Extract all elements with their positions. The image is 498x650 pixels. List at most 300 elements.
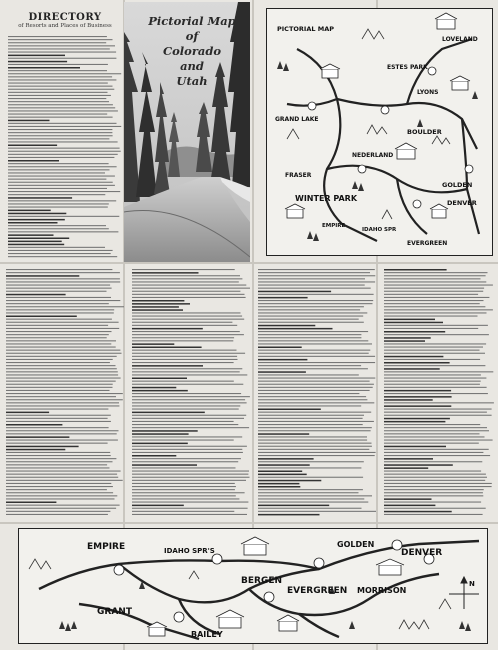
fine-print-line: [8, 52, 116, 53]
fine-print-line: [384, 505, 435, 507]
fine-print-line: [6, 449, 65, 451]
fine-print-line: [384, 365, 485, 366]
fine-print-line: [258, 480, 321, 482]
fine-print-line: [258, 430, 371, 431]
fine-print-line: [258, 436, 367, 437]
fine-print-line: [132, 505, 184, 507]
cover-title-line: of: [185, 29, 199, 43]
fine-print-line: [8, 145, 57, 147]
fine-print-line: [258, 319, 359, 320]
fine-print-line: [8, 151, 121, 152]
fine-print-line: [132, 343, 174, 345]
fine-print-line: [6, 409, 108, 410]
fine-print-line: [132, 325, 237, 326]
fine-print-line: [258, 312, 367, 313]
fine-print-line: [8, 126, 121, 127]
fine-print-line: [8, 176, 115, 177]
fine-print-line: [6, 495, 117, 496]
fine-print-line: [132, 378, 187, 380]
fine-print-line: [384, 427, 487, 428]
fine-print-line: [6, 480, 123, 481]
fine-print-line: [6, 316, 77, 318]
fine-print-line: [132, 306, 179, 308]
fine-print-line: [6, 291, 107, 292]
fine-print-line: [6, 446, 79, 448]
fine-print-line: [6, 461, 113, 462]
fine-print-line: [6, 275, 79, 277]
fine-print-line: [384, 294, 478, 295]
fine-print-line: [258, 347, 302, 349]
fine-print-line: [384, 514, 483, 515]
fine-print-line: [384, 405, 451, 407]
fine-print-line: [132, 433, 189, 435]
fine-print-line: [6, 387, 113, 388]
fine-print-line: [6, 390, 110, 391]
fine-print-line: [132, 359, 238, 360]
fine-print-line: [132, 449, 242, 450]
place-label-empire: EMPIRE: [322, 223, 346, 229]
fine-print-line: [8, 169, 110, 170]
fine-print-line: [132, 402, 247, 403]
fine-print-line: [258, 303, 373, 304]
fine-print-line: [258, 464, 310, 466]
fine-print-line: [258, 340, 368, 341]
fine-print-line: [384, 353, 485, 354]
fine-print-line: [6, 303, 109, 304]
fine-print-line: [384, 350, 480, 351]
fine-print-line: [8, 104, 113, 105]
fine-print-line: [8, 256, 117, 257]
fine-print-line: [258, 492, 359, 493]
fine-print-line: [8, 191, 120, 192]
fine-print-line: [6, 464, 107, 465]
place-label-grand-lake: GRAND LAKE: [275, 116, 319, 123]
fine-print-line: [8, 200, 116, 201]
fine-print-line: [384, 449, 489, 450]
fine-print-line: [8, 110, 118, 111]
fine-print-line: [6, 492, 113, 493]
place-label-evergreen: EVERGREEN: [287, 586, 348, 596]
fine-print-line: [6, 427, 109, 428]
place-label-fraser: FRASER: [285, 172, 312, 179]
fine-print-line: [384, 433, 480, 434]
fine-print-line: [8, 203, 109, 204]
fine-print-line: [132, 421, 234, 422]
fine-print-line: [8, 179, 106, 180]
fine-print-line: [8, 73, 121, 74]
fine-print-line: [6, 353, 122, 354]
fine-print-line: [258, 362, 375, 363]
fine-print-line: [8, 48, 110, 49]
fine-print-line: [8, 182, 113, 183]
fine-print-line: [258, 495, 372, 496]
fine-print-line: [8, 225, 106, 226]
directory-title: DIRECTORY: [28, 12, 102, 23]
fine-print-line: [8, 160, 59, 162]
fine-print-line: [6, 378, 121, 379]
place-label-lyons: LYONS: [417, 89, 439, 96]
fine-print-line: [132, 489, 235, 490]
fine-print-line: [8, 141, 118, 142]
fine-print-line: [132, 452, 243, 453]
fine-print-line: [8, 213, 66, 215]
fine-print-line: [384, 446, 446, 448]
fine-print-line: [384, 281, 486, 282]
fine-print-line: [132, 477, 250, 478]
fine-print-line: [384, 331, 445, 333]
fine-print-line: [8, 148, 120, 149]
fine-print-line: [384, 421, 445, 423]
fine-print-line: [258, 316, 363, 317]
place-label-golden: GOLDEN: [442, 181, 473, 189]
fine-print-line: [8, 185, 115, 186]
fine-print-line: [132, 272, 199, 274]
fine-print-line: [258, 446, 372, 447]
directory-panel: [8, 6, 122, 258]
fine-print-line: [8, 247, 105, 248]
fine-print-line: [6, 328, 119, 329]
fine-print-line: [258, 374, 359, 375]
cover-title-line: Utah: [176, 74, 208, 88]
fine-print-line: [6, 430, 119, 431]
fine-print-line: [8, 76, 112, 77]
fine-print-line: [258, 306, 364, 307]
fine-print-line: [258, 300, 373, 301]
fine-print-line: [258, 365, 361, 366]
fine-print-line: [8, 188, 107, 189]
fine-print-line: [258, 471, 302, 473]
fine-print-line: [8, 157, 114, 158]
fine-print-line: [6, 294, 66, 296]
fine-print-line: [6, 399, 123, 400]
fine-print-line: [384, 418, 450, 420]
fine-print-line: [6, 309, 114, 310]
pictorial-map-strip: [19, 529, 487, 643]
fine-print-line: [6, 421, 111, 422]
fine-print-line: [384, 309, 493, 310]
place-label-bailey: BAILEY: [191, 630, 223, 639]
fine-print-line: [8, 61, 67, 63]
fine-print-line: [6, 452, 110, 453]
fine-print-line: [8, 123, 117, 124]
fine-print-line: [258, 309, 360, 310]
fine-print-line: [6, 471, 121, 472]
fine-print-line: [384, 381, 481, 382]
fine-print-line: [132, 409, 239, 410]
fine-print-line: [6, 347, 116, 348]
fine-print-line: [258, 291, 331, 293]
fine-print-line: [258, 458, 314, 460]
directory-subtitle: of Resorts and Places of Business: [18, 23, 112, 29]
fine-print-line: [8, 253, 111, 254]
fine-print-line: [384, 312, 487, 313]
fine-print-line: [258, 381, 370, 382]
fine-print-line: [132, 337, 234, 338]
fine-print-line: [6, 415, 111, 416]
directory-text-block: [8, 33, 122, 259]
fine-print-line: [258, 368, 368, 369]
fine-print-line: [384, 374, 481, 375]
fine-print-line: [258, 285, 365, 286]
place-label-idaho-springs: IDAHO SPR: [362, 227, 397, 233]
fine-print-line: [132, 319, 244, 320]
fine-print-line: [6, 300, 120, 301]
fine-print-line: [8, 64, 108, 65]
fine-print-line: [6, 319, 112, 320]
fine-print-line: [132, 498, 239, 499]
fine-print-line: [6, 405, 119, 406]
place-label-nederland: NEDERLAND: [352, 152, 394, 159]
pictorial-map-illustration: [267, 9, 492, 255]
fine-print-line: [6, 474, 117, 475]
fine-print-line: [6, 424, 62, 426]
fine-print-line: [384, 300, 484, 301]
fine-print-line: [132, 294, 245, 295]
fine-print-line: [132, 467, 236, 468]
fine-print-line: [8, 132, 112, 133]
fine-print-line: [8, 89, 114, 90]
fine-print-line: [132, 278, 242, 279]
fine-print-line: [384, 502, 481, 503]
fine-print-line: [384, 464, 453, 466]
fine-print-line: [258, 467, 361, 468]
place-label-denver: DENVER: [401, 548, 443, 558]
fine-print-line: [258, 278, 365, 279]
fine-print-line: [384, 461, 482, 462]
fine-print-line: [132, 436, 242, 437]
fine-print-line: [6, 269, 112, 270]
fine-print-line: [258, 331, 368, 332]
fine-print-line: [6, 511, 110, 512]
fine-print-line: [384, 458, 433, 460]
fine-print-line: [258, 393, 359, 394]
fine-print-line: [6, 486, 113, 487]
fine-print-line: [8, 244, 64, 246]
fine-print-line: [384, 467, 428, 469]
fine-print-line: [8, 83, 108, 84]
fine-print-line: [384, 508, 486, 509]
fine-print-line: [8, 154, 118, 155]
fine-print-line: [258, 461, 364, 462]
fine-print-line: [8, 58, 116, 59]
fine-print-line: [384, 492, 483, 493]
fine-print-line: [384, 486, 492, 487]
fine-print-line: [384, 399, 433, 401]
fine-print-line: [258, 337, 361, 338]
fine-print-line: [8, 241, 62, 243]
fine-print-line: [384, 347, 483, 348]
fine-print-line: [6, 393, 123, 394]
fine-print-line: [384, 440, 493, 441]
fine-print-line: [384, 412, 487, 413]
fine-print-line: [384, 278, 481, 279]
fine-print-line: [6, 514, 108, 515]
fine-print-line: [6, 440, 118, 441]
fine-print-line: [8, 39, 113, 40]
fine-print-line: [132, 381, 234, 382]
fine-print-line: [258, 498, 364, 499]
place-label-grant: GRANT: [97, 607, 132, 617]
place-label-denver: DENVER: [447, 199, 477, 207]
fine-print-line: [384, 471, 481, 472]
fine-print-line: [258, 294, 374, 295]
fine-print-line: [6, 337, 107, 338]
fine-print-line: [384, 322, 443, 324]
fine-print-line: [8, 67, 80, 69]
fine-print-line: [384, 291, 483, 292]
fine-print-line: [258, 353, 369, 354]
fine-print-line: [384, 285, 493, 286]
fine-print-line: [8, 70, 107, 71]
place-label-winter-park: WINTER PARK: [295, 194, 358, 203]
fine-print-line: [258, 421, 374, 422]
cover-title: [142, 14, 242, 89]
fine-print-line: [258, 412, 371, 413]
fold-line: [0, 522, 498, 524]
fine-print-line: [132, 508, 248, 509]
fine-print-line: [6, 285, 110, 286]
fine-print-line: [258, 440, 367, 441]
fine-print-line: [8, 36, 107, 37]
fine-print-line: [258, 443, 372, 444]
fine-print-line: [384, 390, 451, 392]
fine-print-line: [132, 390, 188, 392]
fine-print-line: [132, 309, 183, 311]
place-label-evergreen: EVERGREEN: [407, 240, 448, 247]
fine-print-line: [6, 297, 111, 298]
fine-print-line: [8, 107, 115, 108]
fine-print-line: [8, 98, 106, 99]
fine-print-line: [8, 163, 109, 164]
fine-print-line: [132, 418, 244, 419]
fine-print-line: [6, 489, 107, 490]
fine-print-line: [8, 138, 109, 139]
fine-print-line: [384, 362, 450, 364]
fine-print-line: [384, 483, 492, 484]
fine-print-line: [6, 443, 108, 444]
fine-print-line: [8, 231, 118, 232]
fine-print-line: [6, 288, 112, 289]
fine-print-line: [132, 331, 240, 332]
fine-print-line: [384, 396, 452, 398]
fine-print-line: [8, 95, 111, 96]
fine-print-line: [384, 474, 486, 475]
fine-print-line: [132, 374, 247, 375]
fine-print-line: [384, 424, 480, 425]
fine-print-line: [384, 455, 490, 456]
fine-print-line: [8, 120, 50, 122]
fine-print-line: [132, 353, 245, 354]
fine-print-line: [132, 495, 236, 496]
fine-print-line: [258, 477, 363, 478]
fine-print-line: [132, 446, 247, 447]
fine-print-line: [8, 101, 109, 102]
fine-print-line: [132, 492, 245, 493]
fine-print-line: [384, 415, 492, 416]
fine-print-line: [258, 514, 320, 516]
fine-print-line: [132, 483, 235, 484]
fine-print-line: [384, 275, 486, 276]
fine-print-line: [384, 334, 489, 335]
fine-print-line: [258, 356, 375, 357]
fine-print-line: [8, 238, 69, 240]
fine-print-line: [258, 489, 363, 490]
fine-print-line: [132, 303, 190, 305]
fine-print-line: [384, 316, 478, 317]
fine-print-line: [6, 356, 117, 357]
fine-print-line: [8, 129, 112, 130]
fine-print-line: [258, 387, 373, 388]
fine-print-line: [132, 474, 248, 475]
fine-print-line: [6, 498, 115, 499]
fine-print-line: [132, 511, 234, 512]
fine-print-line: [384, 340, 425, 342]
fine-print-line: [132, 393, 241, 394]
fine-print-line: [132, 269, 235, 270]
fine-print-line: [384, 477, 487, 478]
fine-print-line: [258, 269, 375, 270]
fine-print-line: [6, 362, 110, 363]
fine-print-line: [132, 365, 203, 367]
fine-print-line: [258, 415, 364, 416]
fine-print-line: [132, 334, 244, 335]
fine-print-line: [132, 281, 239, 282]
fine-print-line: [258, 399, 367, 400]
fine-print-line: [132, 297, 246, 298]
fine-print-line: [8, 92, 108, 93]
fine-print-line: [384, 288, 484, 289]
fine-print-line: [8, 55, 65, 57]
fine-print-line: [384, 402, 494, 403]
fine-print-line: [258, 343, 372, 344]
directory-column-1: [6, 266, 124, 518]
fine-print-line: [6, 433, 117, 434]
fine-print-line: [258, 359, 307, 361]
fine-print-line: [132, 440, 234, 441]
fine-print-line: [384, 343, 486, 344]
fine-print-line: [132, 427, 249, 428]
fine-print-line: [258, 350, 370, 351]
fine-print-line: [258, 322, 364, 323]
fine-print-line: [6, 325, 108, 326]
fine-print-line: [258, 508, 362, 509]
fine-print-line: [132, 514, 247, 515]
fine-print-line: [6, 455, 111, 456]
fine-print-line: [258, 433, 309, 435]
fine-print-line: [258, 384, 374, 385]
fine-print-line: [258, 418, 363, 419]
fine-print-line: [8, 228, 109, 229]
fine-print-line: [258, 502, 368, 503]
cover-title-line: Colorado: [162, 44, 222, 58]
fine-print-line: [384, 359, 480, 360]
fine-print-line: [132, 347, 202, 349]
fine-print-line: [258, 483, 299, 485]
directory-column-2: [132, 266, 250, 518]
fine-print-line: [384, 387, 487, 388]
fine-print-line: [6, 272, 120, 273]
fine-print-line: [8, 114, 107, 115]
fine-print-line: [384, 430, 489, 431]
fine-print-line: [258, 272, 370, 273]
fine-print-line: [132, 384, 243, 385]
fine-print-line: [384, 269, 447, 271]
directory-column-4: [384, 266, 494, 518]
fine-print-line: [132, 316, 242, 317]
fine-print-line: [258, 378, 375, 379]
fine-print-line: [132, 340, 233, 341]
fine-print-line: [8, 117, 113, 118]
